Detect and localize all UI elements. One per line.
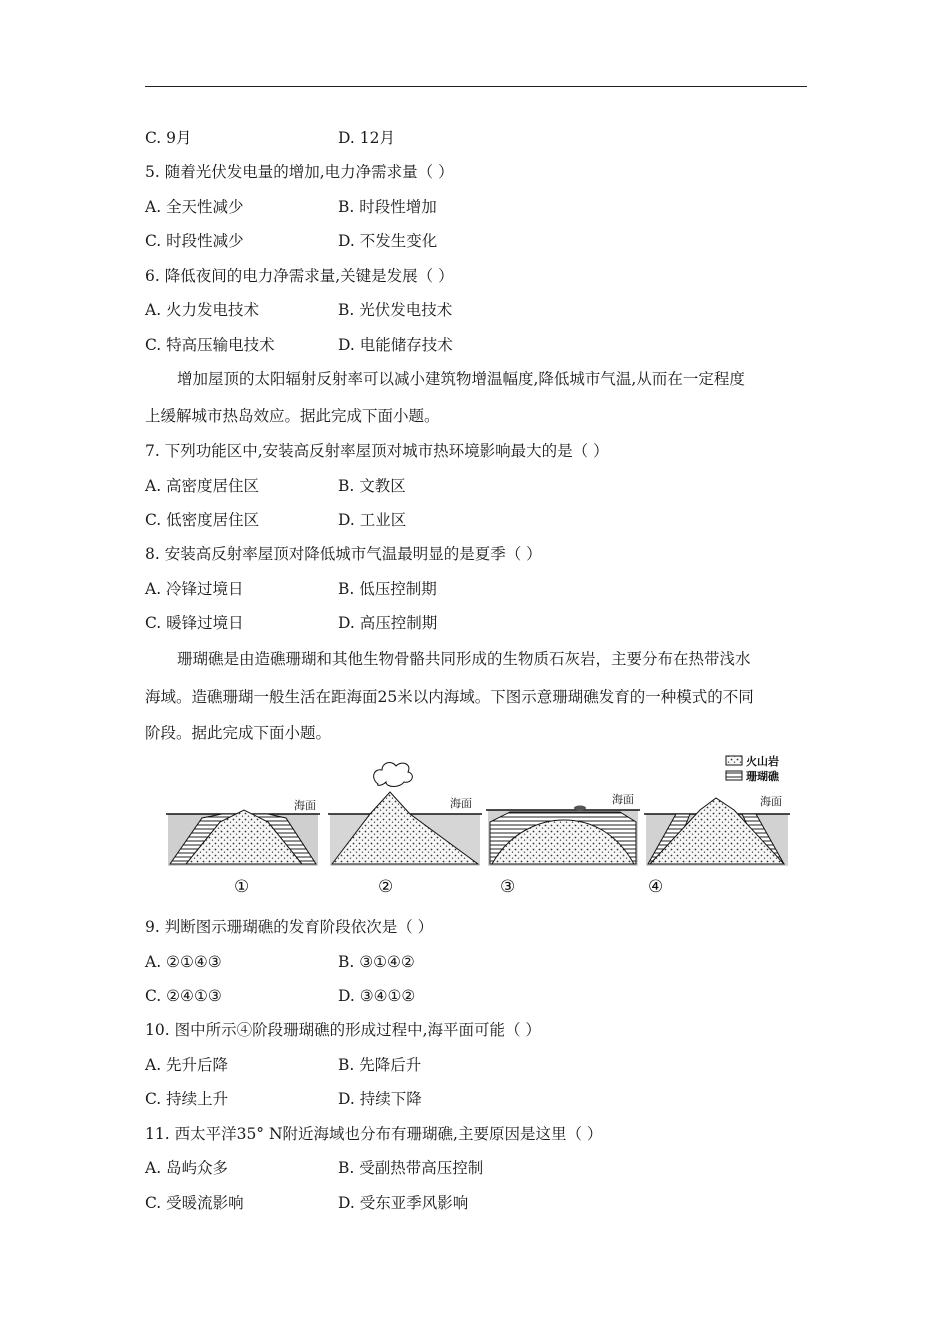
- q10-option-a: A. 先升后降: [145, 1056, 229, 1074]
- q5-option-a: A. 全天性减少: [145, 198, 244, 216]
- q8-option-b: B. 低压控制期: [338, 580, 437, 598]
- panel-3-sea-label: 海面: [612, 793, 634, 806]
- q5-option-c: C. 时段性减少: [145, 232, 244, 250]
- q10-stem: 10. 图中所示④阶段珊瑚礁的形成过程中,海平面可能（ ）: [145, 1021, 541, 1039]
- legend-volcanic-swatch: [726, 756, 742, 765]
- q10-option-c: C. 持续上升: [145, 1090, 229, 1108]
- q4-option-c: C. 9月: [145, 129, 192, 147]
- q5-stem: 5. 随着光伏发电量的增加,电力净需求量（ ）: [145, 163, 454, 181]
- q9-option-a: A. ②①④③: [145, 953, 222, 971]
- q7-option-c: C. 低密度居住区: [145, 511, 260, 529]
- passage2-line1: 增加屋顶的太阳辐射反射率可以减小建筑物增温幅度,降低城市气温,从而在一定程度: [177, 370, 745, 388]
- q9-option-d: D. ③④①②: [338, 987, 416, 1005]
- passage3-line1: 珊瑚礁是由造礁珊瑚和其他生物骨骼共同形成的生物质石灰岩，主要分布在热带浅水: [177, 650, 751, 668]
- panel-3: [486, 792, 640, 897]
- q10-option-d: D. 持续下降: [338, 1090, 422, 1108]
- q5-option-b: B. 时段性增加: [338, 198, 437, 216]
- panel-2-sea-label: 海面: [450, 797, 472, 810]
- q10-option-b: B. 先降后升: [338, 1056, 422, 1074]
- panel-4: [644, 794, 790, 897]
- q11-option-d: D. 受东亚季风影响: [338, 1194, 469, 1212]
- panel-2: [328, 763, 482, 897]
- figure-legend: [726, 754, 780, 783]
- q11-option-b: B. 受副热带高压控制: [338, 1159, 484, 1177]
- panel-3-number: ③: [500, 877, 516, 897]
- passage3-line3: 阶段。据此完成下面小题。: [145, 724, 332, 742]
- q8-option-c: C. 暖锋过境日: [145, 614, 244, 632]
- passage2-line2: 上缓解城市热岛效应。据此完成下面小题。: [145, 407, 440, 425]
- q7-option-b: B. 文教区: [338, 477, 406, 495]
- legend-coral-label: 珊瑚礁: [746, 770, 779, 783]
- panel-3-island: [574, 806, 586, 811]
- q4-option-d: D. 12月: [338, 129, 395, 147]
- q6-option-c: C. 特高压输电技术: [145, 336, 275, 354]
- q9-option-c: C. ②④①③: [145, 987, 222, 1005]
- q5-option-d: D. 不发生变化: [338, 232, 438, 250]
- q6-option-b: B. 光伏发电技术: [338, 301, 453, 319]
- q6-option-a: A. 火力发电技术: [145, 301, 260, 319]
- q6-stem: 6. 降低夜间的电力净需求量,关键是发展（ ）: [145, 267, 454, 285]
- q8-option-a: A. 冷锋过境日: [145, 580, 244, 598]
- panel-2-number: ②: [378, 877, 394, 897]
- q7-stem: 7. 下列功能区中,安装高反射率屋顶对城市热环境影响最大的是（ ）: [145, 442, 609, 460]
- coral-reef-figure: [160, 752, 800, 902]
- q9-option-b: B. ③①④②: [338, 953, 415, 971]
- q8-stem: 8. 安装高反射率屋顶对降低城市气温最明显的是夏季（ ）: [145, 545, 542, 563]
- panel-1-sea-label: 海面: [294, 799, 316, 812]
- q7-option-a: A. 高密度居住区: [145, 477, 260, 495]
- panel-4-sea-label: 海面: [760, 795, 782, 808]
- panel-1: [166, 798, 320, 897]
- panel-4-number: ④: [648, 877, 664, 897]
- q6-option-d: D. 电能储存技术: [338, 336, 453, 354]
- q7-option-d: D. 工业区: [338, 511, 407, 529]
- q8-option-d: D. 高压控制期: [338, 614, 438, 632]
- q9-stem: 9. 判断图示珊瑚礁的发育阶段依次是（ ）: [145, 918, 434, 936]
- legend-coral-swatch: [726, 771, 742, 780]
- panel-1-number: ①: [234, 877, 250, 897]
- legend-volcanic-label: 火山岩: [746, 755, 779, 768]
- header-rule: [145, 86, 807, 87]
- passage3-line2: 海域。造礁珊瑚一般生活在距海面25米以内海域。下图示意珊瑚礁发育的一种模式的不同: [145, 688, 754, 706]
- q11-stem: 11. 西太平洋35° N附近海域也分布有珊瑚礁,主要原因是这里（ ）: [145, 1125, 603, 1143]
- q11-option-c: C. 受暖流影响: [145, 1194, 244, 1212]
- q11-option-a: A. 岛屿众多: [145, 1159, 229, 1177]
- panel-2-eruption-cloud: [374, 763, 413, 787]
